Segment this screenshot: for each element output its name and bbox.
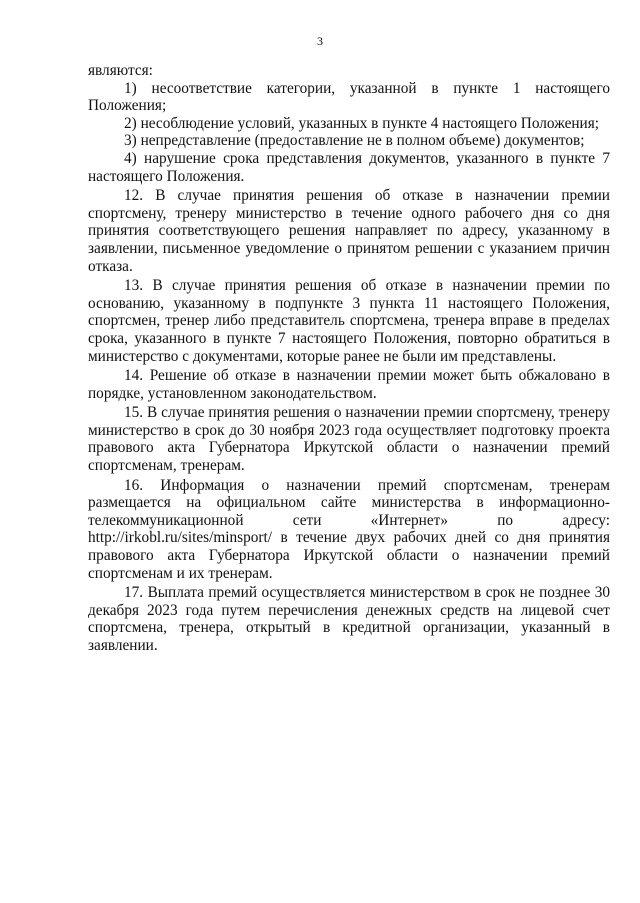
- paragraph-continuation: являются:: [88, 62, 153, 79]
- paragraph-15: 15. В случае принятия решения о назначении премии спортсмену, тренеру министерство в срок до 30 ноября 2023 года осуществляет подготовку проекта правового акта Губернатора Иркутской области о назначении премий спортсменам, тренерам.: [88, 404, 610, 475]
- list-item-1: 1) несоответствие категории, указанной в пункте 1 настоящего Положения;: [88, 79, 610, 115]
- page-number: 3: [317, 34, 323, 48]
- paragraph-13: 13. В случае принятия решения об отказе в назначении премии по основанию, указанному в подпункте 3 пункта 11 настоящего Положения, спортсмен, тренер либо представитель спортсмена, тренера вправе в пределах срока, указанного в пункте 7 настоящего Положения, повторно обратиться в министерство с документами, которые ранее не были им представлены.: [88, 277, 610, 365]
- list-item-3: 3) непредставление (предоставление не в полном объеме) документов;: [124, 132, 585, 150]
- document-body: [88, 62, 610, 655]
- paragraph-17: 17. Выплата премий осуществляется министерством в срок не позднее 30 декабря 2023 года путем перечисления денежных средств на лицевой счет спортсмена, тренера, открытый в кредитной организации, указанный в заявлении.: [88, 584, 610, 654]
- list-item-4: 4) нарушение срока представления документов, указанного в пункте 7 настоящего Положения.: [88, 149, 610, 185]
- list-item-2: 2) несоблюдение условий, указанных в пункте 4 настоящего Положения;: [124, 114, 600, 132]
- paragraph-16: 16. Информация о назначении премий спортсменам, тренерам размещается на официальном сайте министерства в информационно-телекоммуникационной сети «Интернет» по адресу: http://irkobl.ru/sites/minsport/ в течение двух рабочих дней со дня принятия правового акта Губернатора Иркутской области о назначении премий спортсменам и их тренерам.: [88, 476, 610, 582]
- paragraph-12: 12. В случае принятия решения об отказе в назначении премии спортсмену, тренеру министерство в течение одного рабочего дня со дня принятия соответствующего решения направляет по адресу, указанному в заявлении, письменное уведомление о принятом решении с указанием причин отказа.: [88, 187, 610, 275]
- paragraph-14: 14. Решение об отказе в назначении премии может быть обжаловано в порядке, установленном законодательством.: [88, 367, 610, 402]
